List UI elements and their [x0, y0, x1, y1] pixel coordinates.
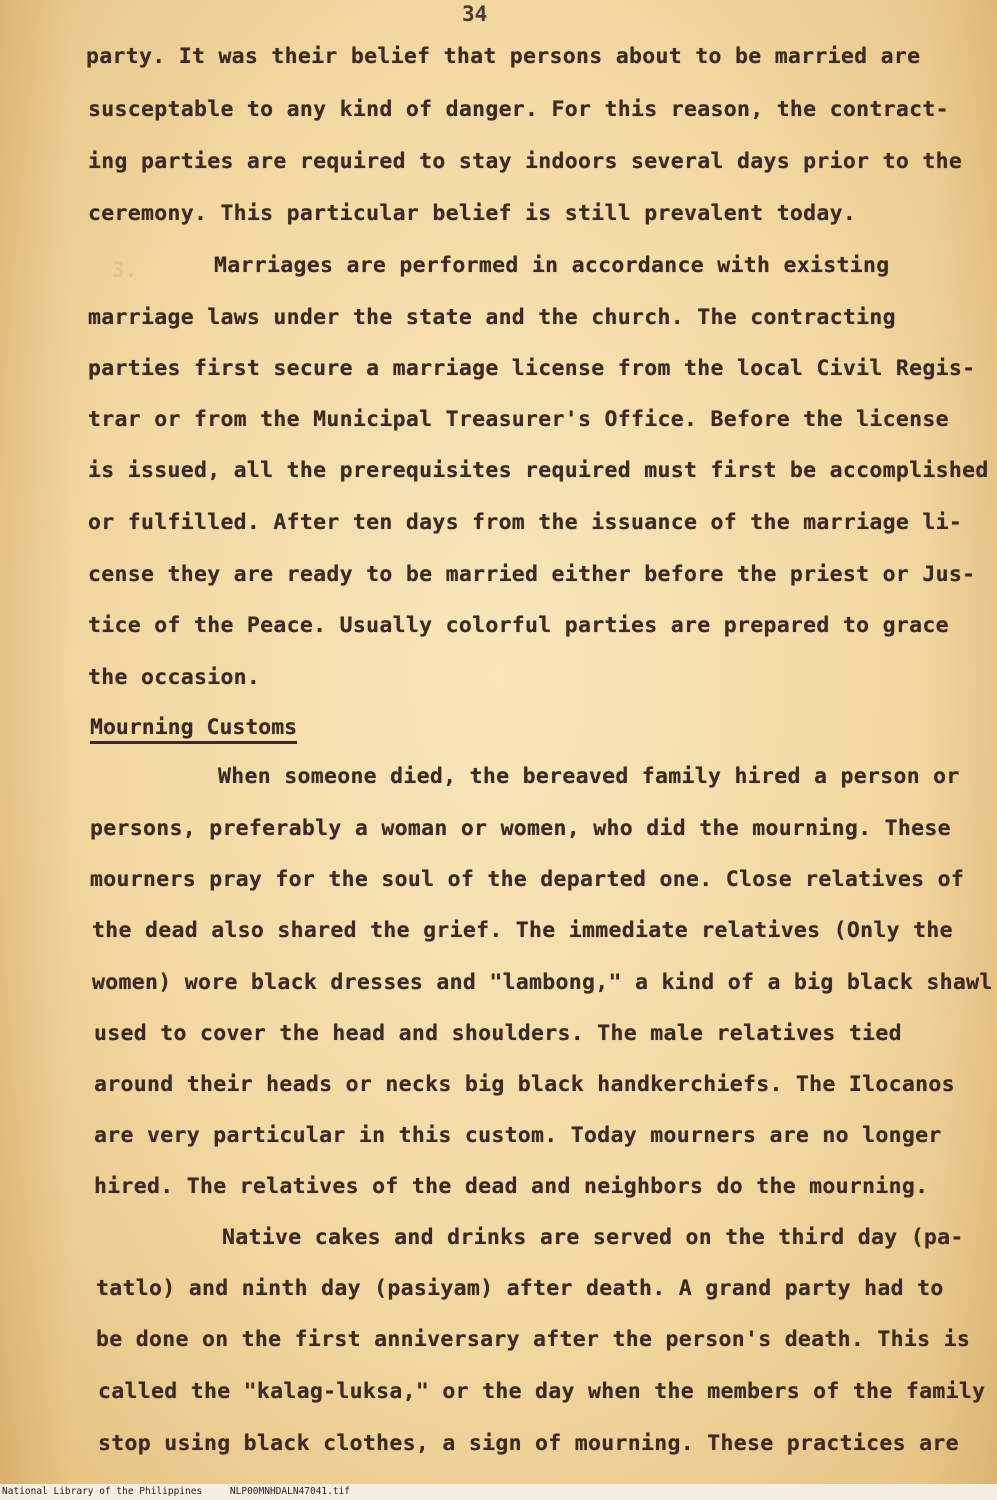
- text-line: is issued, all the prerequisites required must first be accomplished: [88, 458, 989, 483]
- text-line: Marriages are performed in accordance with existing: [214, 253, 890, 278]
- text-line: trar or from the Municipal Treasurer's Office. Before the license: [88, 407, 949, 432]
- text-line: the dead also shared the grief. The immediate relatives (Only the: [92, 918, 953, 943]
- text-line: tatlo) and ninth day (pasiyam) after death. A grand party had to: [96, 1276, 944, 1301]
- text-line: parties first secure a marriage license from the local Civil Regis-: [88, 356, 976, 381]
- text-line: Native cakes and drinks are served on the third day (pa-: [222, 1225, 964, 1250]
- text-line: tice of the Peace. Usually colorful parties are prepared to grace: [88, 613, 949, 638]
- text-line: are very particular in this custom. Today mourners are no longer: [94, 1123, 942, 1148]
- text-line: persons, preferably a woman or women, who did the mourning. These: [90, 816, 951, 841]
- text-line: party. It was their belief that persons about to be married are: [86, 44, 921, 69]
- text-line: called the "kalag-luksa," or the day when the members of the family: [98, 1379, 986, 1404]
- text-line: When someone died, the bereaved family hired a person or: [218, 764, 960, 789]
- text-line: used to cover the head and shoulders. The male relatives tied: [94, 1021, 902, 1046]
- library-name: National Library of the Philippines: [2, 1486, 203, 1497]
- text-line: hired. The relatives of the dead and neighbors do the mourning.: [94, 1174, 929, 1199]
- section-heading: Mourning Customs: [90, 715, 297, 744]
- text-line: cense they are ready to be married either before the priest or Jus-: [88, 562, 976, 587]
- text-line: stop using black clothes, a sign of mourning. These practices are: [98, 1431, 959, 1456]
- file-name: NLP00MNHDALN47041.tif: [229, 1486, 351, 1497]
- text-line: ing parties are required to stay indoors several days prior to the: [88, 149, 963, 174]
- text-line: the occasion.: [88, 665, 261, 690]
- text-line: women) wore black dresses and "lambong," a kind of a big black shawl: [92, 970, 993, 995]
- text-line: marriage laws under the state and the church. The contracting: [88, 305, 896, 330]
- text-line: susceptable to any kind of danger. For this reason, the contract-: [88, 97, 949, 122]
- text-line: mourners pray for the soul of the departed one. Close relatives of: [90, 867, 965, 892]
- text-line: around their heads or necks big black handkerchiefs. The Ilocanos: [94, 1072, 955, 1097]
- bleed-through-text: 3.: [112, 258, 138, 282]
- text-line: ceremony. This particular belief is still prevalent today.: [88, 201, 857, 226]
- page-number: 34: [462, 2, 488, 26]
- scan-footer: [0, 1484, 997, 1500]
- text-line: be done on the first anniversary after the person's death. This is: [96, 1327, 971, 1352]
- text-line: or fulfilled. After ten days from the issuance of the marriage li-: [88, 510, 963, 535]
